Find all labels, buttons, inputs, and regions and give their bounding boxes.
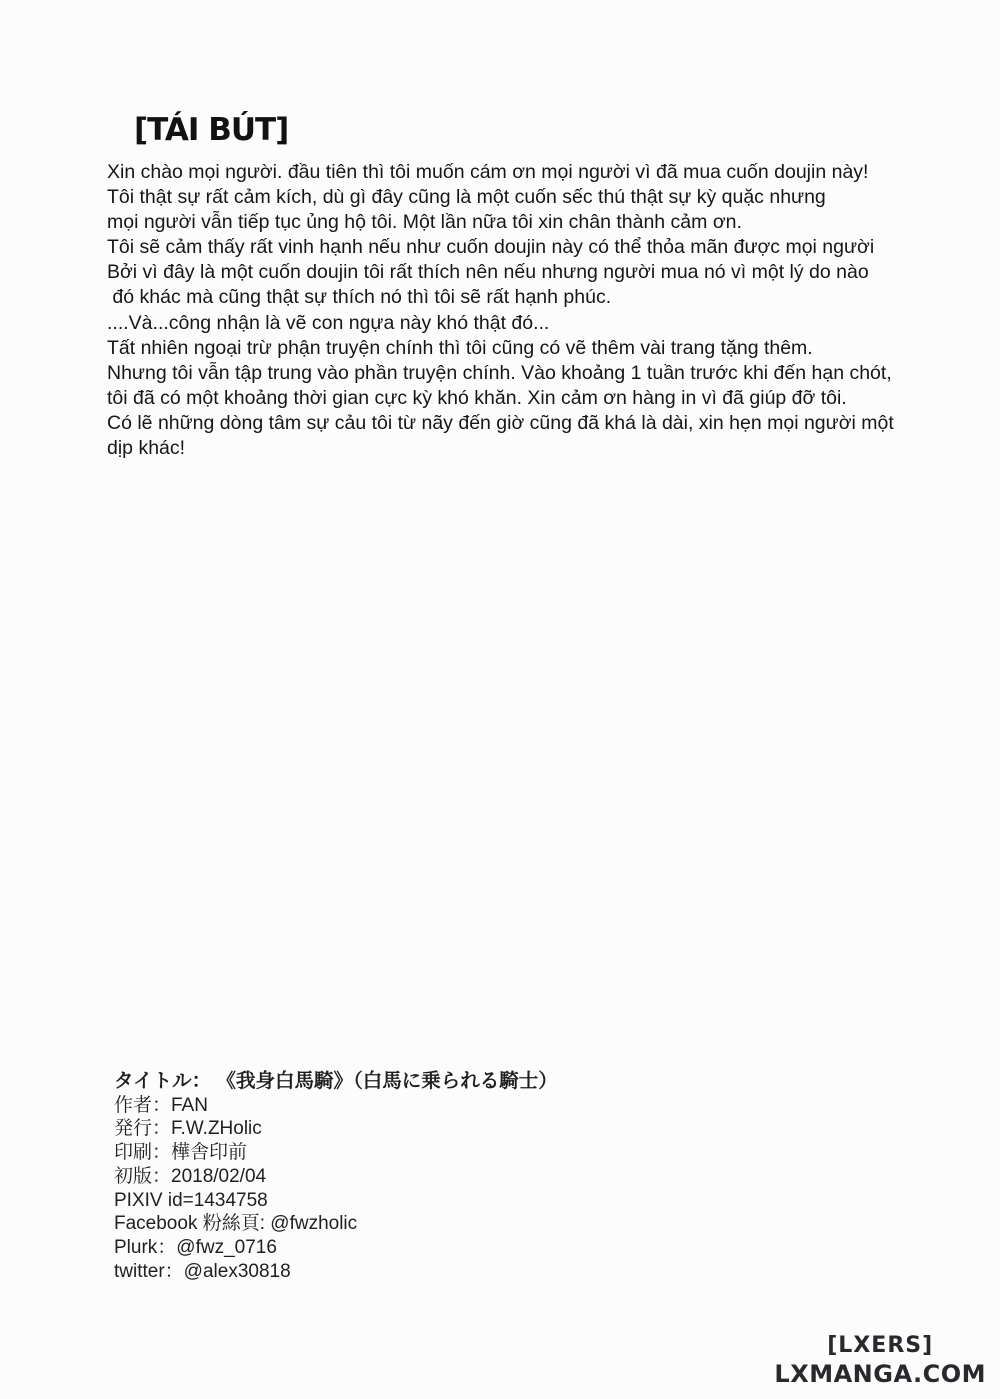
- credit-line: Facebook 粉絲頁: @fwzholic: [114, 1213, 358, 1235]
- afterword-line: tôi đã có một khoảng thời gian cực kỳ khó khăn. Xin cảm ơn hàng in vì đã giúp đỡ tôi.: [107, 386, 847, 409]
- afterword-line: Có lẽ những dòng tâm sự cảu tôi từ nãy đến giờ cũng đã khá là dài, xin hẹn mọi người một: [107, 411, 894, 434]
- credit-line: Plurk：@fwz_0716: [114, 1236, 277, 1258]
- afterword-line: đó khác mà cũng thật sự thích nó thì tôi sẽ rất hạnh phúc.: [107, 286, 612, 309]
- credit-line: 作者：FAN: [114, 1094, 208, 1116]
- afterword-line: mọi người vẫn tiếp tục ủng hộ tôi. Một lần nữa tôi xin chân thành cảm ơn.: [107, 211, 742, 234]
- afterword-line: Xin chào mọi người. đầu tiên thì tôi muốn cám ơn mọi người vì đã mua cuốn doujin này!: [107, 161, 869, 183]
- credit-line: 印刷：樺舎印前: [114, 1142, 248, 1164]
- page-title: [TÁI BÚT]: [134, 112, 289, 148]
- credit-line: PIXIV id=1434758: [114, 1189, 268, 1211]
- credit-line: 発行：F.W.ZHolic: [114, 1118, 262, 1140]
- watermark-site-name: LXMANGA.COM: [774, 1359, 986, 1388]
- credit-line: 初版：2018/02/04: [114, 1165, 267, 1187]
- afterword-line: Tôi sẽ cảm thấy rất vinh hạnh nếu như cuốn doujin này có thể thỏa mãn được mọi người: [107, 236, 875, 259]
- credits-block: [114, 1070, 558, 1283]
- afterword-line: dịp khác!: [107, 437, 186, 460]
- credit-line: twitter：@alex30818: [114, 1260, 291, 1282]
- afterword-line: Tôi thật sự rất cảm kích, dù gì đây cũng là một cuốn sếc thú thật sự kỳ quặc nhưng: [107, 186, 826, 209]
- afterword-line: Tất nhiên ngoại trừ phận truyện chính thì tôi cũng có vẽ thêm vài trang tặng thêm.: [107, 336, 813, 359]
- afterword-line: Nhưng tôi vẫn tập trung vào phần truyện chính. Vào khoảng 1 tuần trước khi đến hạn chót,: [107, 361, 892, 384]
- afterword-line: Bởi vì đây là một cuốn doujin tôi rất thích nên nếu nhưng người mua nó vì một lý do nào: [107, 261, 869, 284]
- watermark-group-tag: [LXERS]: [827, 1332, 934, 1358]
- afterword-line: ....Và...công nhận là vẽ con ngựa này khó thật đó...: [107, 311, 550, 334]
- watermark: [774, 1333, 986, 1389]
- credit-line: タイトル： 《我身白馬騎》（白馬に乗られる騎士）: [114, 1070, 558, 1092]
- afterword-text: [107, 160, 947, 461]
